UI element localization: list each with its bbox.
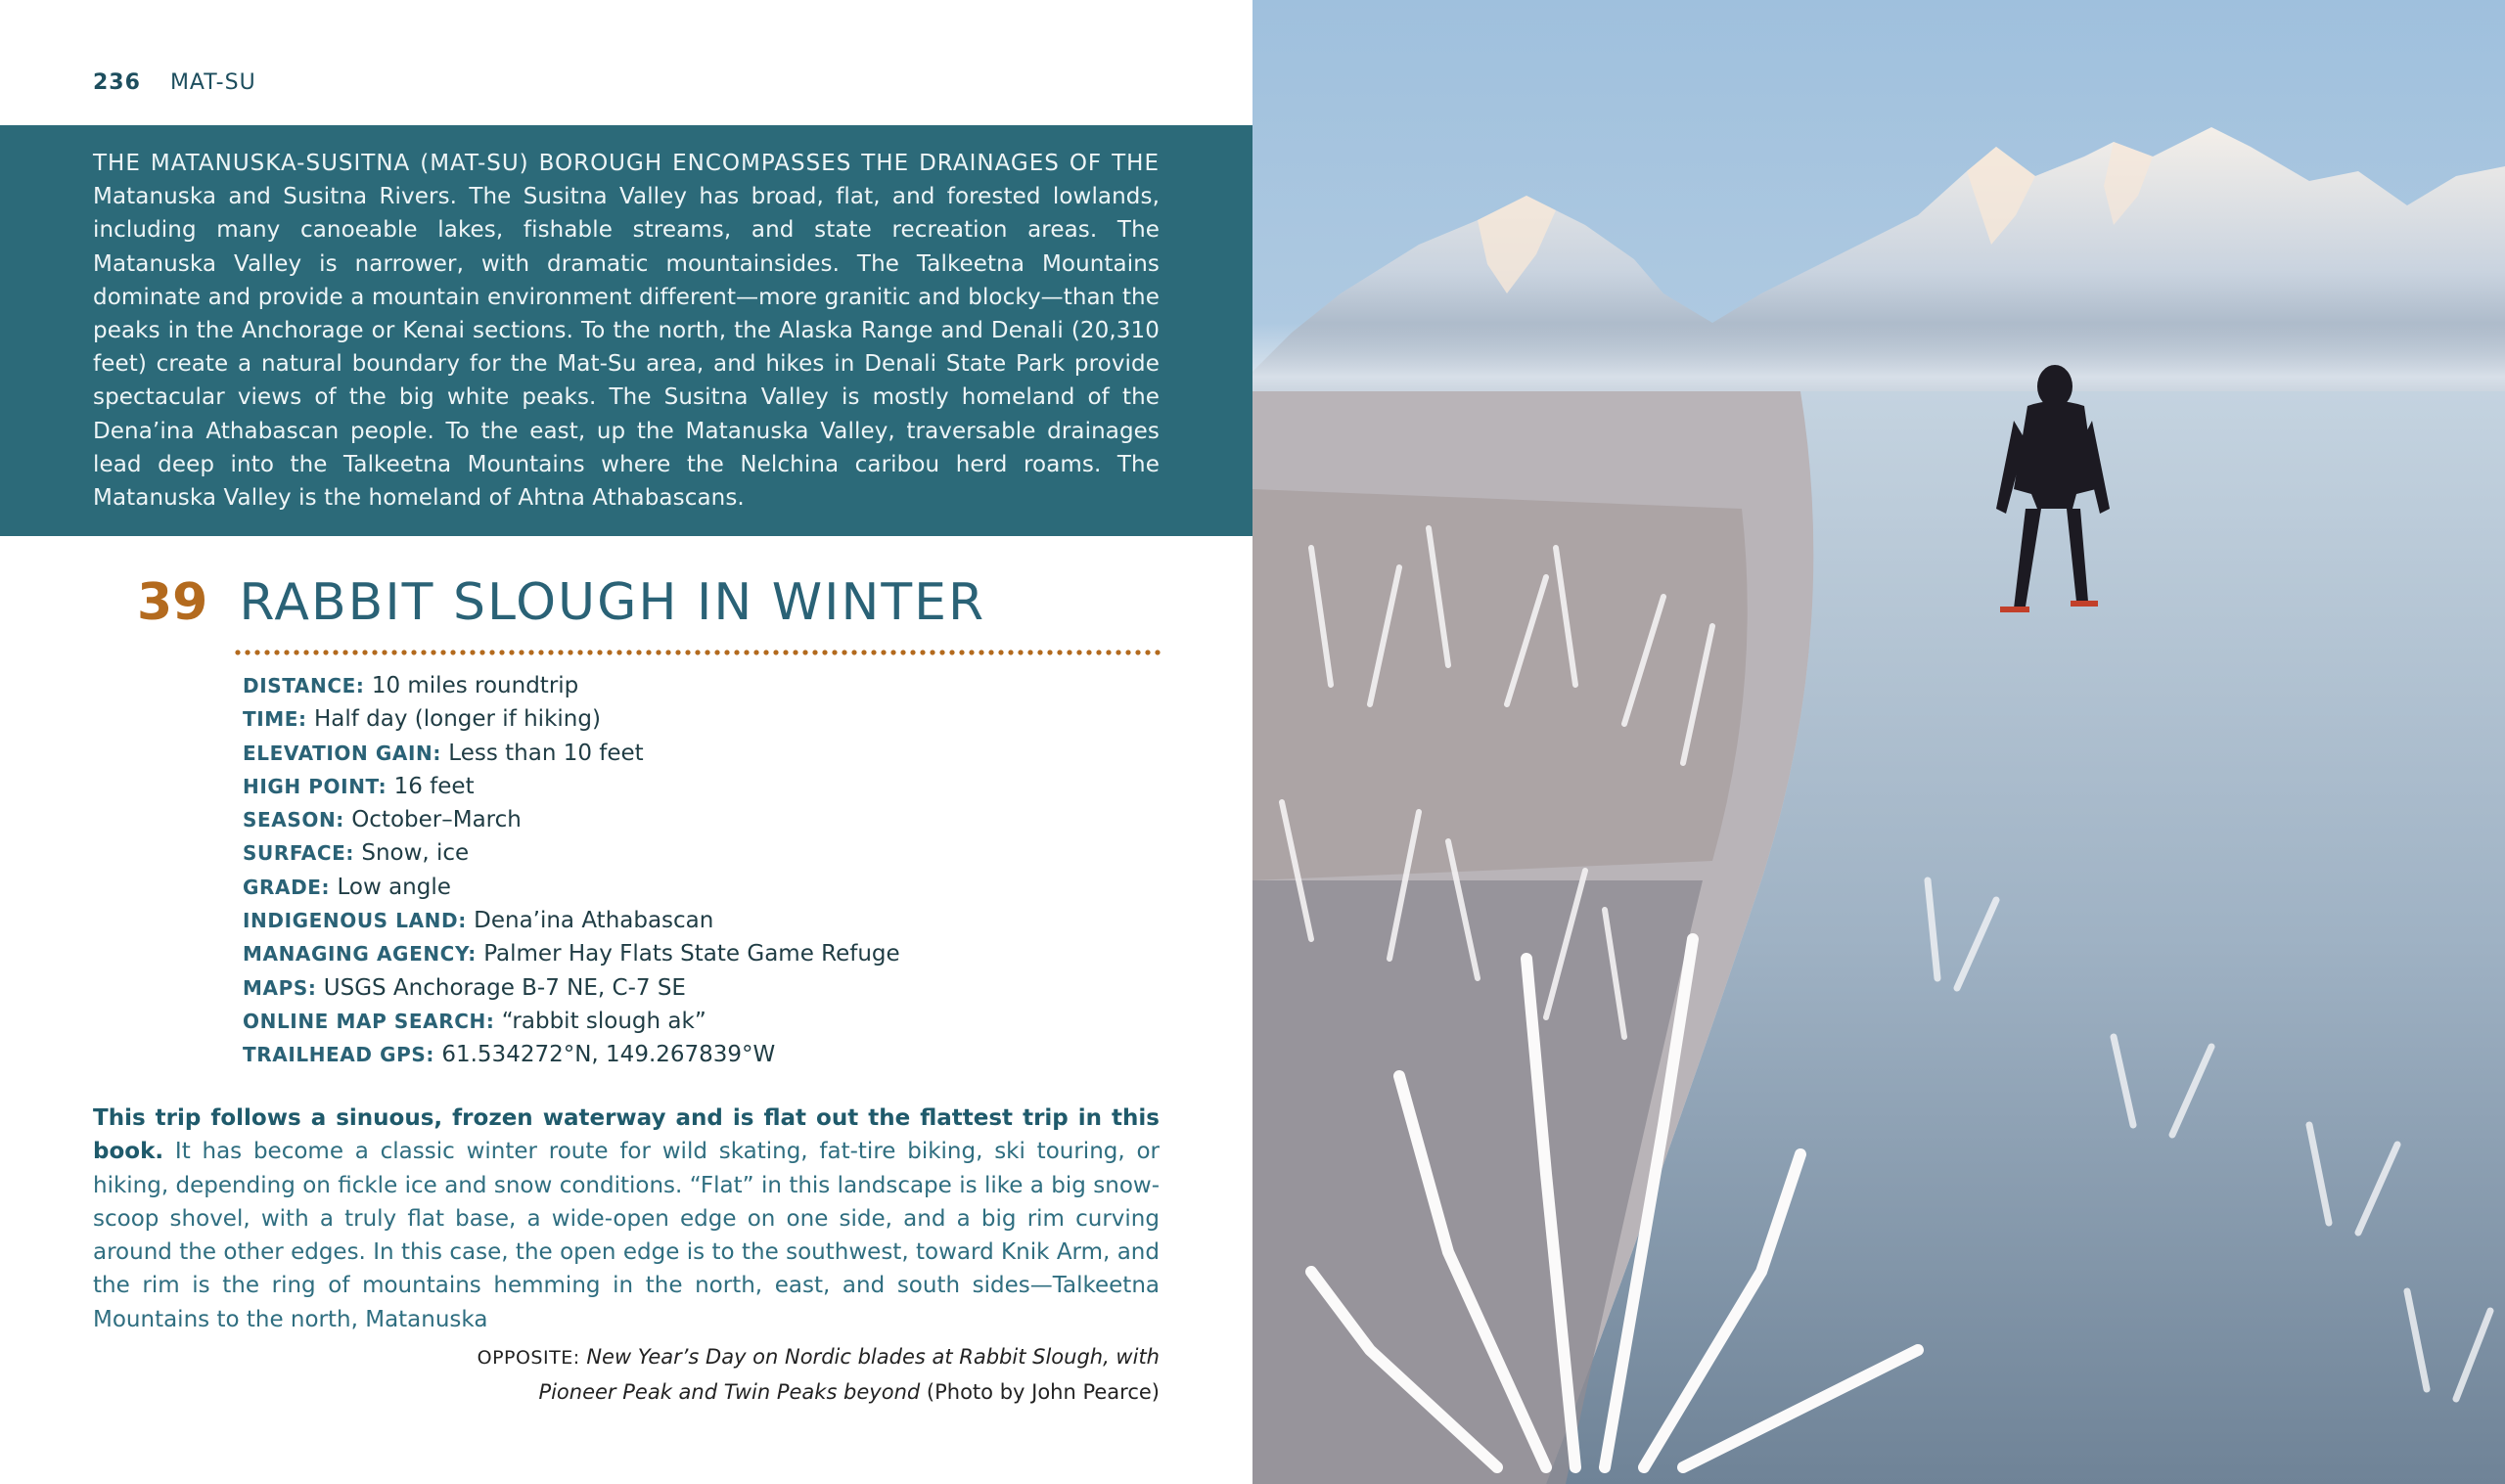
dotted-divider [233, 650, 1161, 655]
stat-value: 10 miles roundtrip [371, 673, 579, 698]
intro-box [0, 125, 1252, 536]
stat-value: Dena’ina Athabascan [474, 908, 714, 934]
caption-italic: New Year’s Day on Nordic blades at Rabbit Slough, with Pioneer Peak and Twin Peaks beyond [538, 1345, 1160, 1404]
stat-key: DISTANCE: [243, 674, 365, 697]
stat-key: ONLINE MAP SEARCH: [243, 1009, 495, 1033]
stat-maps [243, 971, 900, 1005]
page-number: 236 [93, 70, 141, 95]
stat-online-map-search [243, 1005, 900, 1038]
hike-name: RABBIT SLOUGH IN WINTER [239, 573, 986, 632]
left-page [0, 0, 1252, 1484]
hike-title [137, 573, 985, 632]
stat-elevation-gain [243, 737, 900, 770]
stat-value: Snow, ice [361, 840, 470, 867]
hike-number: 39 [137, 573, 208, 632]
stat-key: GRADE: [243, 875, 331, 899]
body-lead: This trip follows a sinuous, frozen waterway and is flat out the flattest trip in this book. [93, 1105, 1160, 1165]
stat-high-point [243, 770, 900, 803]
stat-value: “rabbit slough ak” [501, 1008, 706, 1034]
photo-skater-on-frozen-slough [1252, 0, 2505, 1484]
caption-credit: (Photo by John Pearce) [926, 1380, 1160, 1404]
stat-value: Less than 10 feet [448, 740, 644, 766]
stat-season [243, 803, 900, 836]
stat-key: MANAGING AGENCY: [243, 942, 477, 967]
stat-time [243, 702, 900, 736]
stat-grade [243, 871, 900, 904]
stat-key: MAPS: [243, 975, 317, 1000]
stat-key: HIGH POINT: [243, 774, 387, 798]
stat-key: ELEVATION GAIN: [243, 741, 441, 765]
stat-value: October–March [351, 807, 522, 833]
stat-value: 16 feet [393, 773, 475, 799]
stat-value: USGS Anchorage B-7 NE, C-7 SE [323, 974, 686, 1001]
stat-managing-agency [243, 937, 900, 970]
body-text: It has become a classic winter route for wild skating, fat-tire biking, ski touring, or hiking, depending on fickle ice and snow conditions. “Flat” in this landscape is like a big snow-scoop shovel, with a truly flat base, a wide-open edge on one side, and a big rim curving around the other edges. In this case, the open edge is to the southwest, toward Knik Arm, and the rim is the ring of mountains hemming in the north, east, and south sides—Talkeetna Mountains to the north, Matanuska [93, 1139, 1161, 1332]
hike-stats [243, 669, 900, 1072]
stat-key: TIME: [243, 707, 307, 732]
body-paragraph [93, 1102, 1160, 1336]
stat-distance [243, 669, 900, 702]
stat-key: TRAILHEAD GPS: [243, 1043, 435, 1067]
stat-value: 61.534272°N, 149.267839°W [441, 1042, 776, 1068]
intro-text [93, 147, 1160, 515]
section-name: MAT-SU [169, 70, 256, 95]
intro-lead: THE MATANUSKA-SUSITNA (MAT-SU) BOROUGH ENCOMPASSES THE DRAINAGES OF THE [93, 151, 1160, 176]
running-head [93, 70, 256, 95]
stat-surface [243, 836, 900, 870]
stat-key: SURFACE: [243, 841, 355, 866]
stat-key: INDIGENOUS LAND: [243, 909, 467, 933]
stat-trailhead-gps [243, 1038, 900, 1071]
intro-body: Matanuska and Susitna Rivers. The Susitna Valley has broad, flat, and forested lowlands, including many canoeable lakes, fishable streams, and state recreation areas. The Matanuska Valley is narrower, with dramatic mountainsides. The Talkeetna Mountains dominate and provide a mountain environment different—more granitic and blocky—than the peaks in the Anchorage or Kenai sections. To the north, the Alaska Range and Denali (20,310 feet) create a natural boundary for the Mat-Su area, and hikes in Denali State Park provide spectacular views of the big white peaks. The Susitna Valley is mostly homeland of the Dena’ina Athabascan people. To the east, up the Matanuska Valley, traversable drainages lead deep into the Talkeetna Mountains where the Nelchina caribou herd roams. The Matanuska Valley is the homeland of Ahtna Athabascans. [93, 184, 1160, 512]
caption-label: OPPOSITE: [477, 1347, 580, 1369]
stat-value: Low angle [337, 874, 451, 900]
stat-value: Half day (longer if hiking) [313, 706, 601, 733]
stat-value: Palmer Hay Flats State Game Refuge [483, 941, 900, 967]
photo-caption [475, 1340, 1160, 1410]
stat-key: SEASON: [243, 808, 344, 832]
stat-indigenous-land [243, 904, 900, 937]
